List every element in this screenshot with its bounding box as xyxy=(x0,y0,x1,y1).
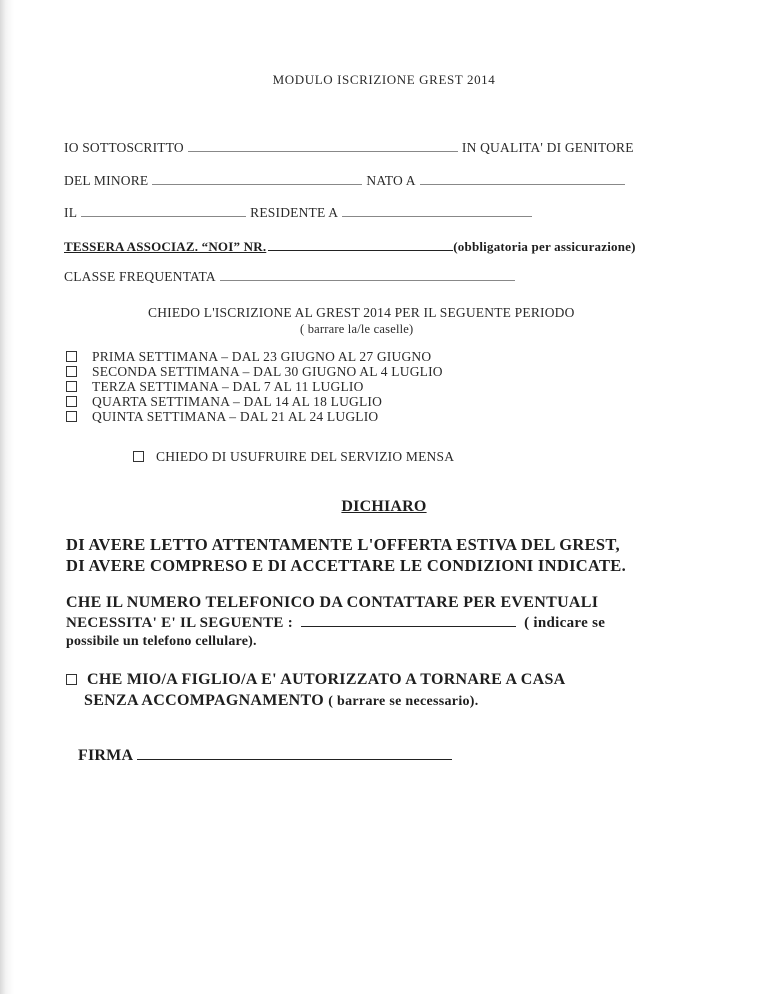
nato-label: NATO A xyxy=(366,173,416,188)
signature-row xyxy=(78,747,456,765)
il-label: IL xyxy=(64,205,78,220)
minore-row xyxy=(64,172,629,189)
week-item xyxy=(66,409,378,425)
data-nascita-field[interactable] xyxy=(81,204,246,217)
sottoscritto-label: IO SOTTOSCRITTO xyxy=(64,140,184,155)
week-2-checkbox[interactable] xyxy=(66,366,77,377)
week-4-checkbox[interactable] xyxy=(66,396,77,407)
tessera-row xyxy=(64,238,636,255)
mensa-label: CHIEDO DI USUFRUIRE DEL SERVIZIO MENSA xyxy=(156,449,455,464)
week-item xyxy=(66,349,431,365)
week-4-label: QUARTA SETTIMANA – DAL 14 AL 18 LUGLIO xyxy=(92,394,383,409)
week-2-label: SECONDA SETTIMANA – DAL 30 GIUGNO AL 4 LUGLIO xyxy=(92,364,443,379)
request-heading: CHIEDO L'ISCRIZIONE AL GREST 2014 PER IL SEGUENTE PERIODO xyxy=(148,305,575,320)
auth-line-2-text: SENZA ACCOMPAGNAMENTO xyxy=(84,692,324,709)
nato-field[interactable] xyxy=(420,172,625,185)
signature-field[interactable] xyxy=(137,747,452,760)
week-5-checkbox[interactable] xyxy=(66,411,77,422)
auth-checkbox[interactable] xyxy=(66,674,77,685)
week-item xyxy=(66,394,382,410)
genitore-label: IN QUALITA' DI GENITORE xyxy=(461,140,634,155)
week-item xyxy=(66,379,364,395)
week-1-label: PRIMA SETTIMANA – DAL 23 GIUGNO AL 27 GIUGNO xyxy=(92,349,432,364)
week-3-checkbox[interactable] xyxy=(66,381,77,392)
phone-line-2-hint: ( indicare se xyxy=(524,615,606,631)
sottoscritto-row xyxy=(64,139,634,156)
signature-label: FIRMA xyxy=(78,747,134,764)
week-item xyxy=(66,364,443,380)
phone-line-3: possibile un telefono cellulare). xyxy=(66,634,257,649)
form-title: MODULO ISCRIZIONE GREST 2014 xyxy=(272,72,496,87)
classe-label: CLASSE FREQUENTATA xyxy=(64,269,216,284)
auth-line-2 xyxy=(84,692,479,710)
mensa-checkbox[interactable] xyxy=(133,451,144,462)
phone-line-1: CHE IL NUMERO TELEFONICO DA CONTATTARE PER EVENTUALI xyxy=(66,594,599,611)
phone-line-2 xyxy=(66,614,605,632)
declaration-line-1: DI AVERE LETTO ATTENTAMENTE L'OFFERTA ESTIVA DEL GREST, xyxy=(66,535,620,554)
residente-field[interactable] xyxy=(342,204,532,217)
declaration-line-2: DI AVERE COMPRESO E DI ACCETTARE LE CONDIZIONI INDICATE. xyxy=(66,556,627,575)
mensa-row xyxy=(133,449,454,465)
tessera-note: (obbligatoria per assicurazione) xyxy=(453,239,636,254)
minore-label: DEL MINORE xyxy=(64,173,149,188)
week-1-checkbox[interactable] xyxy=(66,351,77,362)
sottoscritto-field[interactable] xyxy=(188,139,458,152)
phone-line-2-text: NECESSITA' E' IL SEGUENTE : xyxy=(66,615,294,631)
residente-label: RESIDENTE A xyxy=(250,205,339,220)
tessera-field[interactable] xyxy=(268,238,453,251)
phone-number-field[interactable] xyxy=(301,614,516,627)
auth-line-1 xyxy=(66,671,566,689)
week-3-label: TERZA SETTIMANA – DAL 7 AL 11 LUGLIO xyxy=(92,379,364,394)
classe-field[interactable] xyxy=(220,268,515,281)
request-hint: ( barrare la/le caselle) xyxy=(300,322,414,336)
classe-row xyxy=(64,268,519,285)
week-5-label: QUINTA SETTIMANA – DAL 21 AL 24 LUGLIO xyxy=(92,409,379,424)
auth-line-2-hint: ( barrare se necessario). xyxy=(328,694,479,709)
dichiaro-heading: DICHIARO xyxy=(341,498,427,515)
tessera-label: TESSERA ASSOCIAZ. “NOI” NR. xyxy=(64,239,267,254)
auth-line-1-text: CHE MIO/A FIGLIO/A E' AUTORIZZATO A TORNARE A CASA xyxy=(87,671,566,688)
il-row xyxy=(64,204,536,221)
minore-field[interactable] xyxy=(152,172,362,185)
